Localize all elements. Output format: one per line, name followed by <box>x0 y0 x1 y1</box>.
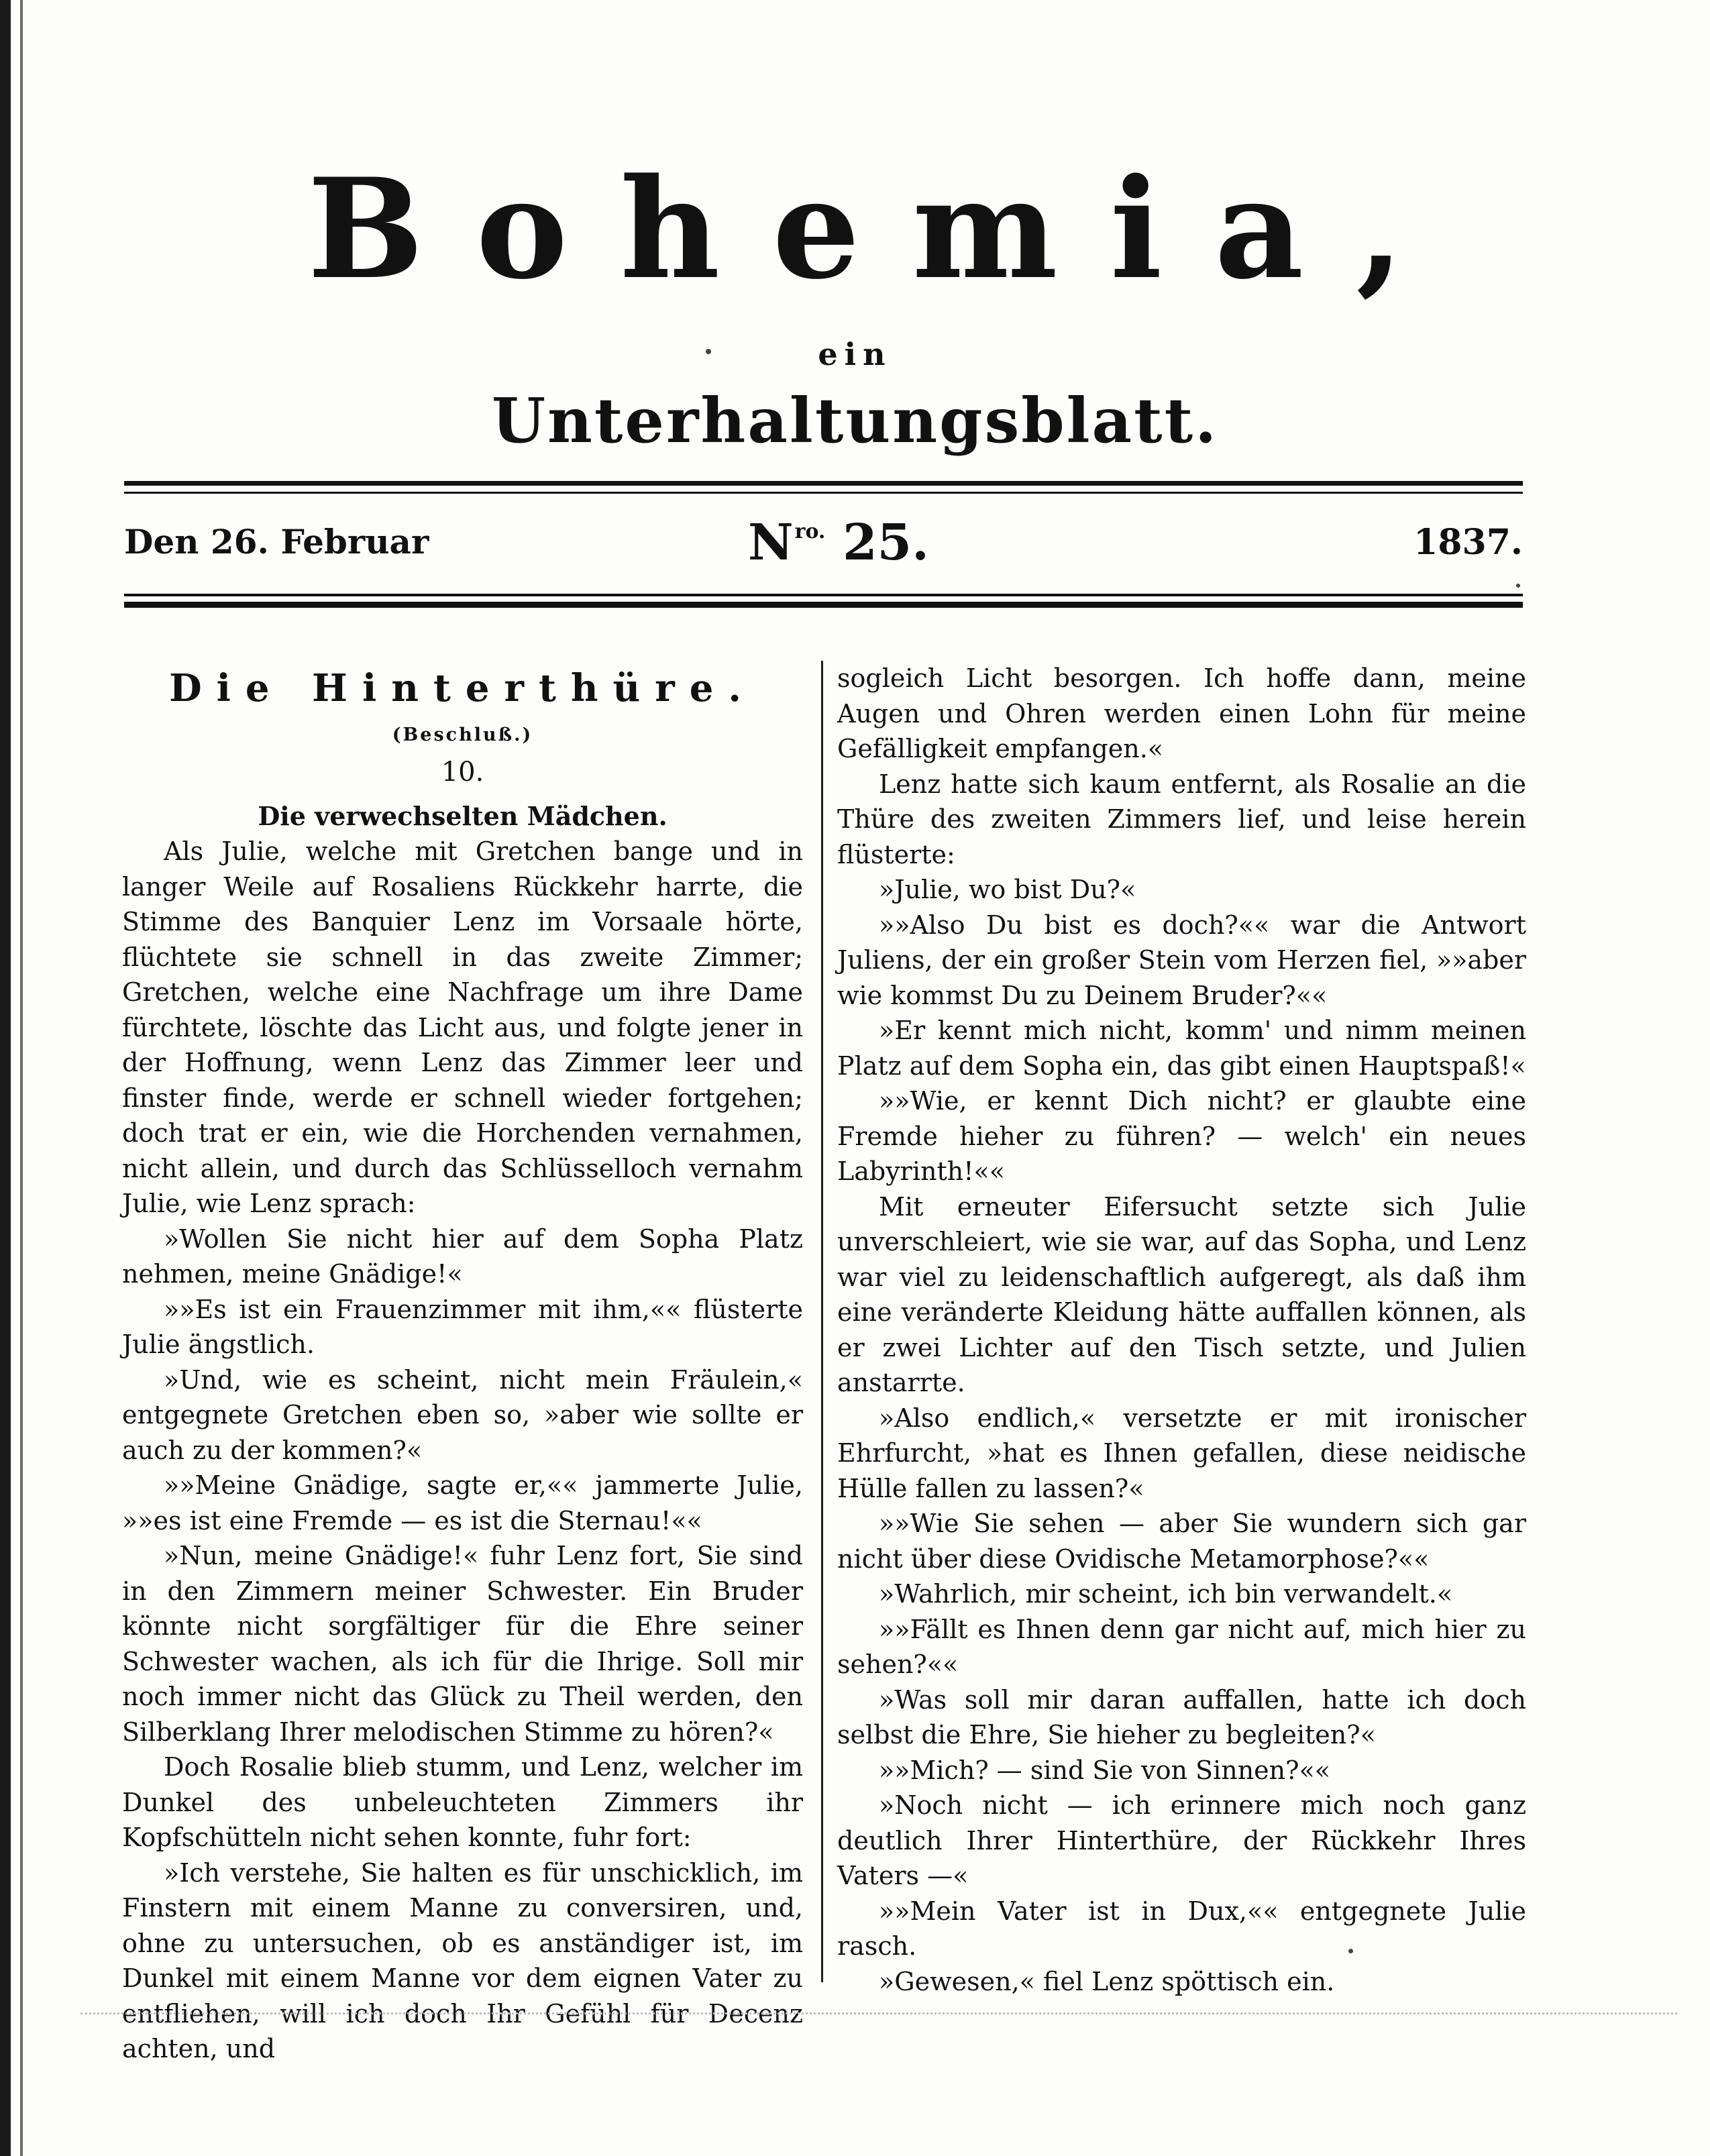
paragraph: »»Fällt es Ihnen denn gar nicht auf, mich hier zu sehen?«« <box>837 1614 1526 1679</box>
bottom-rule-thin <box>124 594 1523 596</box>
paragraph: »Gewesen,« fiel Lenz spöttisch ein. <box>879 1966 1335 1996</box>
column-divider <box>821 661 823 1982</box>
paragraph: »»Wie Sie sehen — aber Sie wundern sich gar nicht über diese Ovidische Metamorphose?«« <box>837 1509 1526 1574</box>
issue-number-value: 25. <box>843 514 929 572</box>
issue-line <box>124 514 1523 578</box>
paragraph: »Wollen Sie nicht hier auf dem Sopha Platz nehmen, meine Gnädige!« <box>122 1224 803 1289</box>
paragraph: »»Es ist ein Frauenzimmer mit ihm,«« flüsterte Julie ängstlich. <box>122 1294 803 1359</box>
issue-number <box>748 514 929 572</box>
paragraph: »Nun, meine Gnädige!« fuhr Lenz fort, Sie sind in den Zimmern meiner Schwester. Ein Bruder könnte nicht sorgfältiger für die Ehre seiner Schwester wachen, als ich für die Ihrige. Soll mir noch immer nicht das Glück zu Theil werden, den Silberklang Ihrer melodischen Stimme zu hören?« <box>122 1541 803 1747</box>
left-column <box>122 664 803 2067</box>
paragraph: »»Also Du bist es doch?«« war die Antwort Juliens, der ein großer Stein vom Herzen fiel, »»aber wie kommst Du zu Deinem Bruder?«« <box>837 910 1526 1010</box>
subtitle-small: ein <box>818 336 892 372</box>
paragraph: »Ich verstehe, Sie halten es für unschicklich, im Finstern mit einem Manne zu conversiren, und, ohne zu untersuchen, ob es anständiger ist, im Dunkel mit einem Manne vor dem eignen Vater zu entfliehen, will ich doch Ihr Gefühl für Decenz achten, und <box>122 1857 803 2063</box>
article-subtitle: (Beschluß.) <box>392 724 533 745</box>
masthead <box>0 149 1710 457</box>
scan-noise <box>81 2012 1677 2021</box>
section-title: Die verwechselten Mädchen. <box>258 801 667 831</box>
paragraph: »Was soll mir daran auffallen, hatte ich doch selbst die Ehre, Sie hieher zu begleiten?« <box>837 1684 1526 1749</box>
paragraph: »»Wie, er kennt Dich nicht? er glaubte eine Fremde hieher zu führen? — welch' ein neues Labyrinth!«« <box>837 1086 1526 1186</box>
paragraph: »»Meine Gnädige, sagte er,«« jammerte Julie, »»es ist eine Fremde — es ist die Sternau!«« <box>122 1470 803 1535</box>
paragraph: Lenz hatte sich kaum entfernt, als Rosalie an die Thüre des zweiten Zimmers lief, und leise herein flüsterte: <box>837 769 1526 869</box>
right-column <box>837 661 1526 1999</box>
paragraph: »Wahrlich, mir scheint, ich bin verwandelt.« <box>879 1579 1453 1609</box>
issue-number-prefix: N <box>748 514 794 572</box>
paragraph: Doch Rosalie blieb stumm, und Lenz, welcher im Dunkel des unbeleuchteten Zimmers ihr Kopfschütteln nicht sehen konnte, fuhr fort: <box>122 1752 803 1852</box>
article-title: Die Hinterthüre. <box>169 666 756 710</box>
paragraph: »»Mich? — sind Sie von Sinnen?«« <box>879 1755 1330 1785</box>
issue-year: 1837. <box>1413 522 1523 563</box>
ink-speck <box>1348 1949 1353 1953</box>
subtitle-big: Unterhaltungsblatt. <box>491 384 1219 457</box>
paragraph: »Julie, wo bist Du?« <box>879 875 1136 904</box>
paragraph: »»Mein Vater ist in Dux,«« entgegnete Julie rasch. <box>837 1896 1526 1961</box>
paragraph: »Und, wie es scheint, nicht mein Fräulein,« entgegnete Gretchen eben so, »aber wie sollte er auch zu der kommen?« <box>122 1364 803 1465</box>
paragraph: Mit erneuter Eifersucht setzte sich Julie unverschleiert, wie sie war, auf das Sopha, und Lenz war viel zu leidenschaftlich aufgeregt, als daß ihm eine veränderte Kleidung hätte auffallen können, als er zwei Lichter auf den Tisch setzte, und Julien anstarrte. <box>837 1191 1526 1397</box>
top-rule-thin <box>124 492 1523 494</box>
paragraph: sogleich Licht besorgen. Ich hoffe dann, meine Augen und Ohren werden einen Lohn für meine Gefälligkeit empfangen.« <box>837 663 1526 763</box>
bottom-rule-thick <box>124 602 1523 608</box>
newspaper-title: Bohemia, <box>307 149 1456 310</box>
paragraph: »Noch nicht — ich erinnere mich noch ganz deutlich Ihrer Hinterthüre, der Rückkehr Ihres Vaters —« <box>837 1790 1526 1890</box>
paragraph: »Er kennt mich nicht, komm' und nimm meinen Platz auf dem Sopha ein, das gibt einen Hauptspaß!« <box>837 1016 1526 1081</box>
top-rule-thick <box>124 481 1523 486</box>
ink-speck <box>1516 584 1520 588</box>
issue-number-sup: ro. <box>794 520 826 543</box>
paragraph: Als Julie, welche mit Gretchen bange und in langer Weile auf Rosaliens Rückkehr harrte, die Stimme des Banquier Lenz im Vorsaale hörte, flüchtete sie schnell in das zweite Zimmer; Gretchen, welche eine Nachfrage um ihre Dame fürchtete, löschte das Licht aus, und folgte jener in der Hoffnung, wenn Lenz das Zimmer leer und finster finde, werde er schnell wieder fortgehen; doch trat er ein, wie die Horchenden vernahmen, nicht allein, und durch das Schlüsselloch vernahm Julie, wie Lenz sprach: <box>122 837 803 1218</box>
ink-speck <box>706 349 711 354</box>
issue-date: Den 26. Februar <box>124 522 429 561</box>
section-number: 10. <box>441 757 484 788</box>
paragraph: »Also endlich,« versetzte er mit ironischer Ehrfurcht, »hat es Ihnen gefallen, diese neidische Hülle fallen zu lassen?« <box>837 1403 1526 1503</box>
